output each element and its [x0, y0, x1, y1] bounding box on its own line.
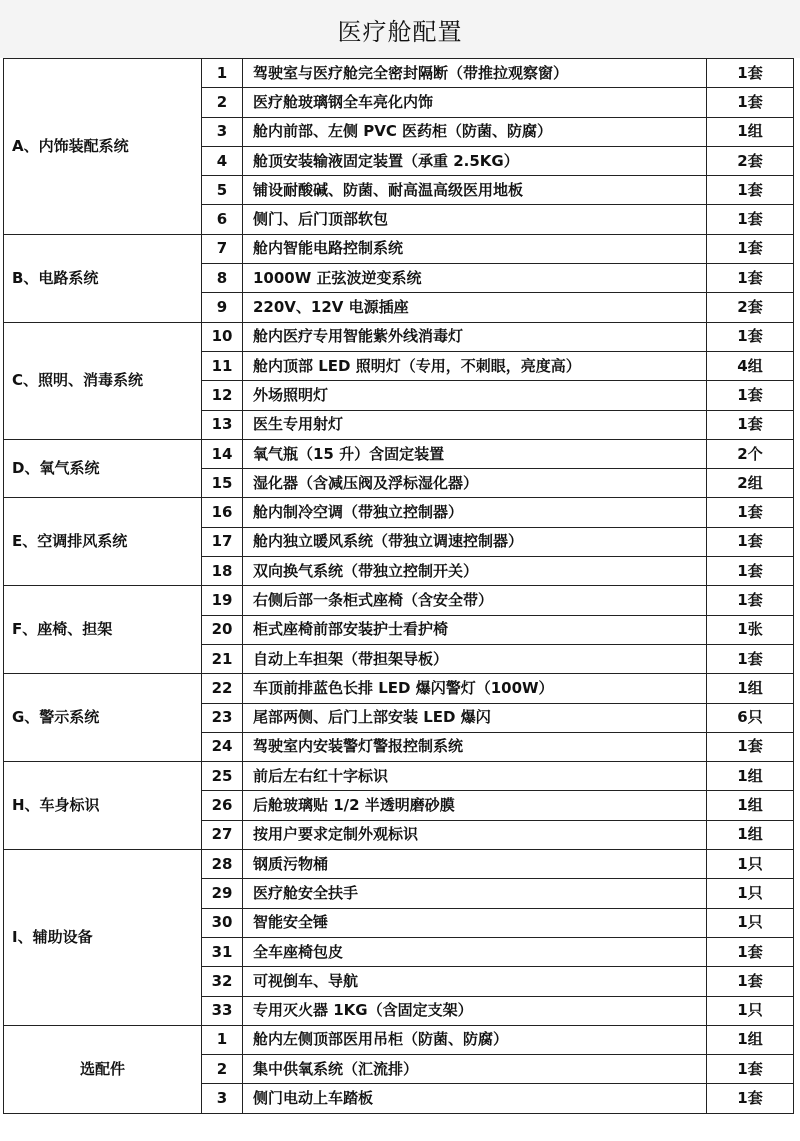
item-quantity-cell: 4组	[707, 351, 794, 380]
category-cell: A、内饰装配系统	[4, 59, 202, 235]
item-number-cell: 9	[202, 293, 243, 322]
item-quantity-cell: 2套	[707, 293, 794, 322]
item-number-cell: 31	[202, 937, 243, 966]
table-row	[4, 234, 794, 263]
item-number-cell: 1	[202, 1025, 243, 1054]
item-name-cell: 右侧后部一条柜式座椅（含安全带）	[243, 586, 707, 615]
item-name-cell: 尾部两侧、后门上部安装 LED 爆闪	[243, 703, 707, 732]
item-quantity-cell: 2组	[707, 469, 794, 498]
item-name-cell: 舱内顶部 LED 照明灯（专用，不刺眼，亮度高）	[243, 351, 707, 380]
category-cell: H、车身标识	[4, 762, 202, 850]
item-name-cell: 专用灭火器 1KG（含固定支架）	[243, 996, 707, 1025]
item-name-cell: 前后左右红十字标识	[243, 762, 707, 791]
item-number-cell: 15	[202, 469, 243, 498]
title-bar	[0, 0, 800, 58]
item-quantity-cell: 1套	[707, 937, 794, 966]
item-quantity-cell: 1套	[707, 1055, 794, 1084]
category-cell: 选配件	[4, 1025, 202, 1113]
item-quantity-cell: 1只	[707, 879, 794, 908]
category-cell: I、辅助设备	[4, 850, 202, 1026]
item-number-cell: 27	[202, 820, 243, 849]
item-quantity-cell: 1套	[707, 586, 794, 615]
item-number-cell: 29	[202, 879, 243, 908]
item-number-cell: 4	[202, 146, 243, 175]
item-quantity-cell: 1只	[707, 908, 794, 937]
item-quantity-cell: 1套	[707, 205, 794, 234]
item-quantity-cell: 1套	[707, 967, 794, 996]
table-row	[4, 439, 794, 468]
config-table-body	[4, 59, 794, 1114]
table-row	[4, 59, 794, 88]
item-name-cell: 后舱玻璃贴 1/2 半透明磨砂膜	[243, 791, 707, 820]
item-quantity-cell: 1套	[707, 410, 794, 439]
item-quantity-cell: 1套	[707, 381, 794, 410]
item-name-cell: 医疗舱玻璃钢全车亮化内饰	[243, 88, 707, 117]
item-quantity-cell: 1组	[707, 674, 794, 703]
item-name-cell: 柜式座椅前部安装护士看护椅	[243, 615, 707, 644]
item-number-cell: 2	[202, 88, 243, 117]
item-number-cell: 10	[202, 322, 243, 351]
item-number-cell: 20	[202, 615, 243, 644]
item-number-cell: 18	[202, 557, 243, 586]
item-name-cell: 智能安全锤	[243, 908, 707, 937]
item-number-cell: 5	[202, 176, 243, 205]
table-row	[4, 1025, 794, 1054]
item-name-cell: 医生专用射灯	[243, 410, 707, 439]
item-number-cell: 1	[202, 59, 243, 88]
item-number-cell: 14	[202, 439, 243, 468]
item-number-cell: 28	[202, 850, 243, 879]
item-number-cell: 19	[202, 586, 243, 615]
item-number-cell: 33	[202, 996, 243, 1025]
item-name-cell: 铺设耐酸碱、防菌、耐高温高级医用地板	[243, 176, 707, 205]
item-name-cell: 舱内独立暖风系统（带独立调速控制器）	[243, 527, 707, 556]
item-quantity-cell: 2套	[707, 146, 794, 175]
item-quantity-cell: 1套	[707, 1084, 794, 1113]
item-quantity-cell: 2个	[707, 439, 794, 468]
item-name-cell: 车顶前排蓝色长排 LED 爆闪警灯（100W）	[243, 674, 707, 703]
item-number-cell: 2	[202, 1055, 243, 1084]
item-name-cell: 220V、12V 电源插座	[243, 293, 707, 322]
item-number-cell: 3	[202, 117, 243, 146]
table-row	[4, 674, 794, 703]
item-quantity-cell: 1组	[707, 791, 794, 820]
item-quantity-cell: 1组	[707, 117, 794, 146]
item-name-cell: 驾驶室与医疗舱完全密封隔断（带推拉观察窗）	[243, 59, 707, 88]
category-cell: D、氧气系统	[4, 439, 202, 498]
item-name-cell: 舱内左侧顶部医用吊柜（防菌、防腐）	[243, 1025, 707, 1054]
category-cell: B、电路系统	[4, 234, 202, 322]
item-name-cell: 全车座椅包皮	[243, 937, 707, 966]
config-table	[3, 58, 794, 1114]
item-quantity-cell: 1组	[707, 762, 794, 791]
item-name-cell: 湿化器（含减压阀及浮标湿化器）	[243, 469, 707, 498]
table-row	[4, 586, 794, 615]
item-name-cell: 按用户要求定制外观标识	[243, 820, 707, 849]
item-number-cell: 16	[202, 498, 243, 527]
item-quantity-cell: 1只	[707, 850, 794, 879]
item-quantity-cell: 6只	[707, 703, 794, 732]
item-quantity-cell: 1组	[707, 820, 794, 849]
category-cell: C、照明、消毒系统	[4, 322, 202, 439]
item-number-cell: 25	[202, 762, 243, 791]
item-quantity-cell: 1只	[707, 996, 794, 1025]
item-quantity-cell: 1套	[707, 264, 794, 293]
item-number-cell: 3	[202, 1084, 243, 1113]
item-name-cell: 氧气瓶（15 升）含固定装置	[243, 439, 707, 468]
item-quantity-cell: 1套	[707, 527, 794, 556]
item-name-cell: 舱内制冷空调（带独立控制器）	[243, 498, 707, 527]
item-number-cell: 30	[202, 908, 243, 937]
item-number-cell: 32	[202, 967, 243, 996]
item-name-cell: 双向换气系统（带独立控制开关）	[243, 557, 707, 586]
item-number-cell: 17	[202, 527, 243, 556]
item-number-cell: 23	[202, 703, 243, 732]
item-name-cell: 侧门电动上车踏板	[243, 1084, 707, 1113]
item-quantity-cell: 1组	[707, 1025, 794, 1054]
item-quantity-cell: 1套	[707, 322, 794, 351]
category-cell: G、警示系统	[4, 674, 202, 762]
item-quantity-cell: 1套	[707, 59, 794, 88]
item-quantity-cell: 1套	[707, 498, 794, 527]
table-row	[4, 322, 794, 351]
table-row	[4, 762, 794, 791]
item-number-cell: 11	[202, 351, 243, 380]
item-quantity-cell: 1套	[707, 88, 794, 117]
item-name-cell: 自动上车担架（带担架导板）	[243, 644, 707, 673]
item-number-cell: 22	[202, 674, 243, 703]
item-quantity-cell: 1套	[707, 176, 794, 205]
item-name-cell: 舱内前部、左侧 PVC 医药柜（防菌、防腐）	[243, 117, 707, 146]
item-quantity-cell: 1套	[707, 644, 794, 673]
item-number-cell: 7	[202, 234, 243, 263]
item-name-cell: 1000W 正弦波逆变系统	[243, 264, 707, 293]
item-quantity-cell: 1张	[707, 615, 794, 644]
item-quantity-cell: 1套	[707, 732, 794, 761]
item-name-cell: 医疗舱安全扶手	[243, 879, 707, 908]
item-number-cell: 24	[202, 732, 243, 761]
item-name-cell: 外场照明灯	[243, 381, 707, 410]
item-number-cell: 13	[202, 410, 243, 439]
item-name-cell: 驾驶室内安装警灯警报控制系统	[243, 732, 707, 761]
table-row	[4, 498, 794, 527]
item-name-cell: 侧门、后门顶部软包	[243, 205, 707, 234]
item-number-cell: 21	[202, 644, 243, 673]
table-row	[4, 850, 794, 879]
item-name-cell: 舱内智能电路控制系统	[243, 234, 707, 263]
page-title: 医疗舱配置	[337, 17, 463, 46]
item-number-cell: 8	[202, 264, 243, 293]
item-number-cell: 12	[202, 381, 243, 410]
category-cell: F、座椅、担架	[4, 586, 202, 674]
item-name-cell: 舱顶安装输液固定装置（承重 2.5KG）	[243, 146, 707, 175]
item-quantity-cell: 1套	[707, 557, 794, 586]
item-name-cell: 集中供氧系统（汇流排）	[243, 1055, 707, 1084]
item-name-cell: 钢质污物桶	[243, 850, 707, 879]
item-quantity-cell: 1套	[707, 234, 794, 263]
category-cell: E、空调排风系统	[4, 498, 202, 586]
item-number-cell: 6	[202, 205, 243, 234]
item-number-cell: 26	[202, 791, 243, 820]
item-name-cell: 舱内医疗专用智能紫外线消毒灯	[243, 322, 707, 351]
item-name-cell: 可视倒车、导航	[243, 967, 707, 996]
